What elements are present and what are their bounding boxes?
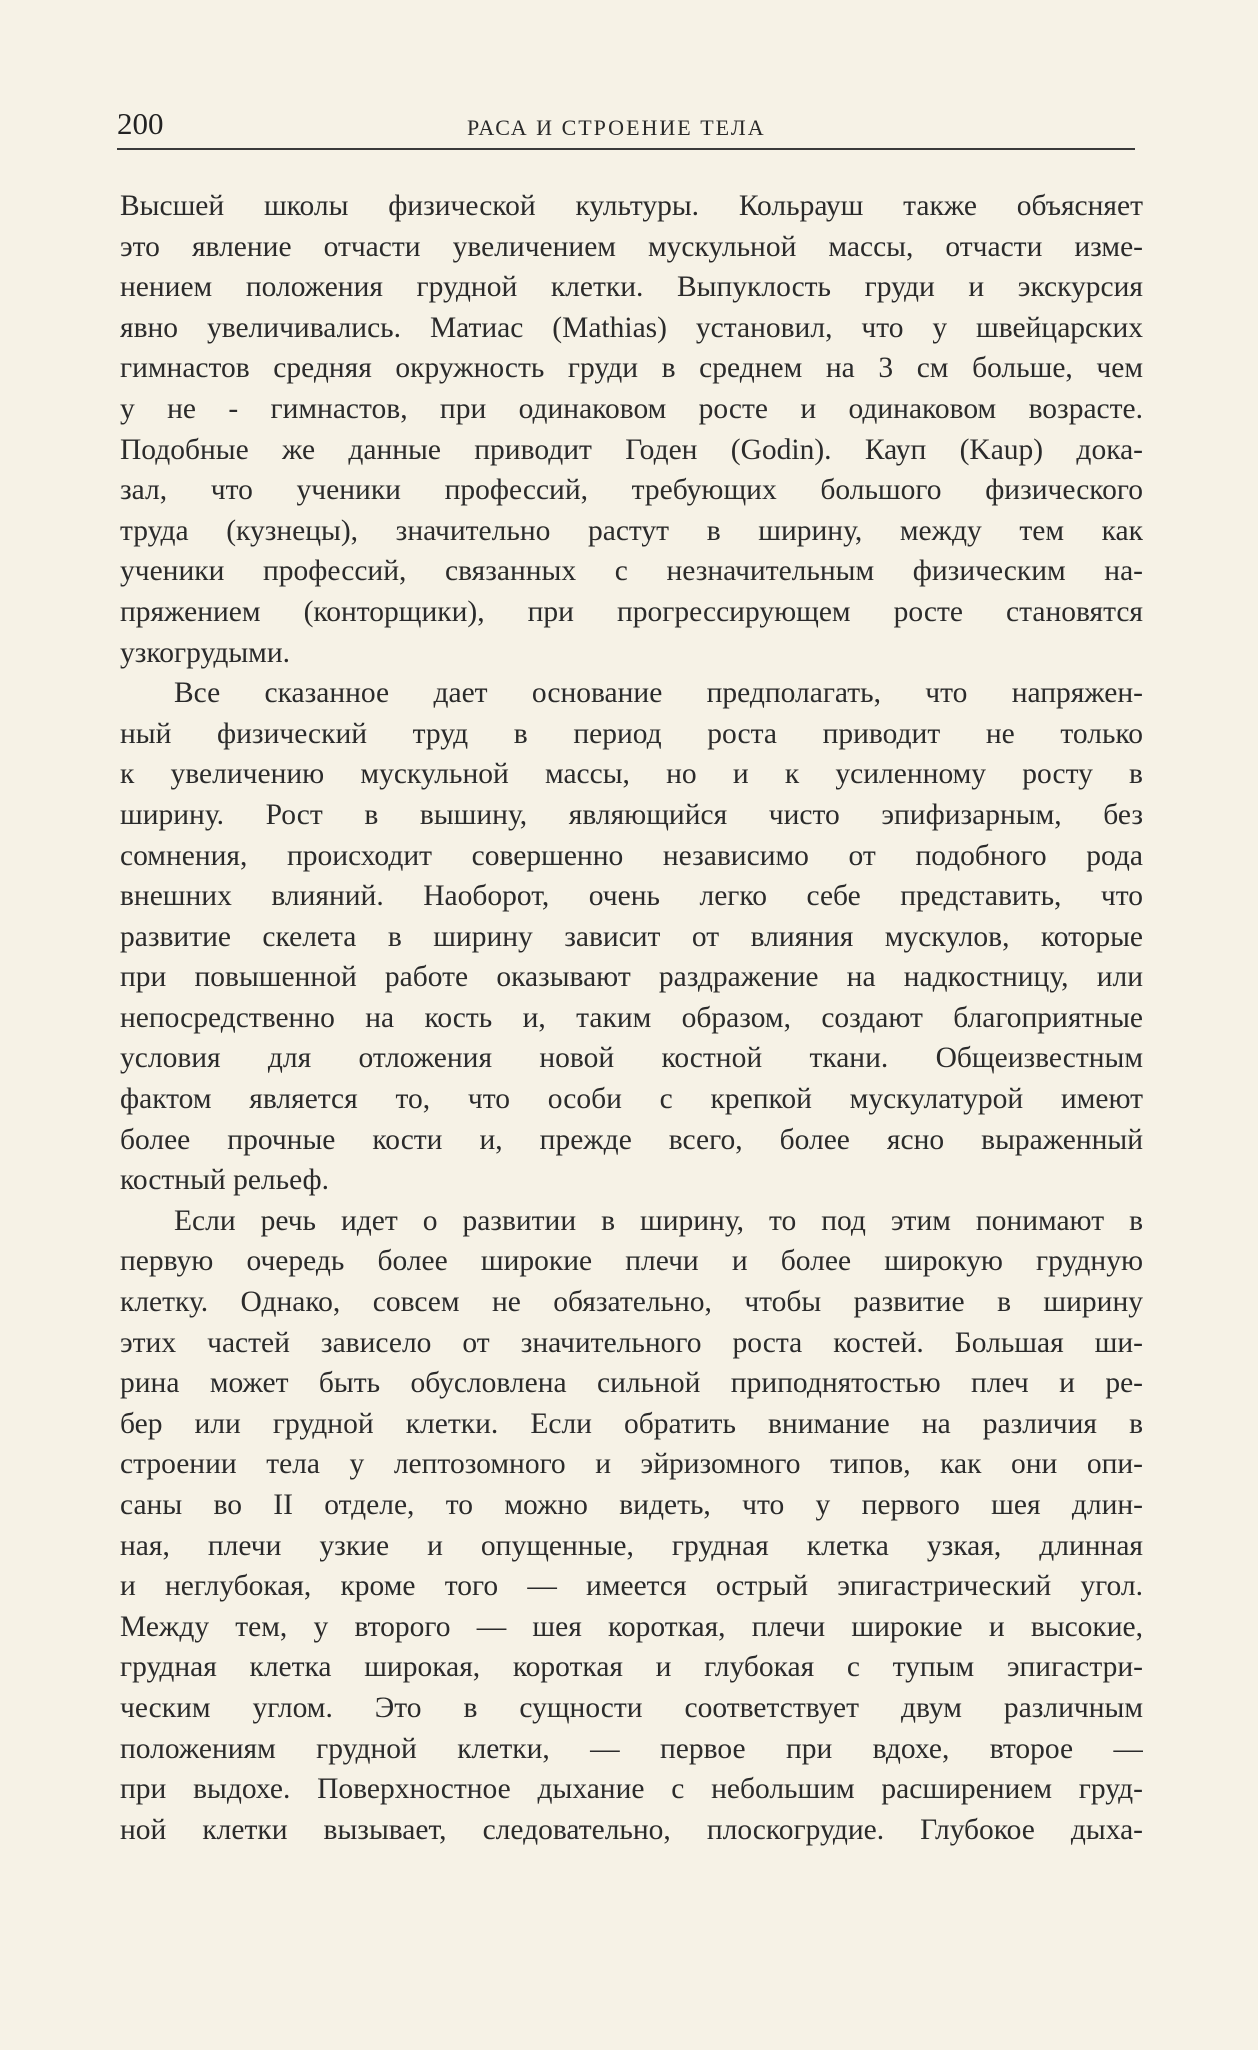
text-line: труда (кузнецы), значительно растут в ширину, между тем как [120,514,1143,547]
text-line: условия для отложения новой костной ткани. Общеизвестным [120,1042,1143,1075]
text-line: саны во II отделе, то можно видеть, что у первого шея длин- [120,1489,1143,1521]
text-line: у не - гимнастов, при одинаковом росте и одинаковом возрасте. [120,392,1143,425]
text-line: развитие скелета в ширину зависит от влияния мускулов, которые [120,920,1143,953]
text-line: бер или грудной клетки. Если обратить внимание на различия в [120,1407,1143,1440]
text-line: пряжением (конторщики), при прогрессирующем росте становятся [120,595,1143,628]
text-line: Высшей школы физической культуры. Кольрауш также объясняет [120,190,1143,222]
text-line: при выдохе. Поверхностное дыхание с небольшим расширением груд- [120,1773,1143,1806]
paragraph-1 [120,186,1143,673]
text-line: Между тем, у второго — шея короткая, плечи широкие и высокие, [120,1610,1143,1643]
text-line: костный рельеф. [120,1164,330,1197]
text-line: строении тела у лептозомного и эйризомного типов, как они опи- [120,1448,1143,1481]
text-line: Все сказанное дает основание предполагать, что напряжен- [174,677,1143,710]
text-line: Подобные же данные приводит Годен (Godin). Кауп (Kaup) дока- [120,433,1143,466]
running-title: РАСА И СТРОЕНИЕ ТЕЛА [467,115,766,140]
text-line: узкогрудыми. [120,636,290,669]
text-line: внешних влияний. Наоборот, очень легко себе представить, что [120,880,1143,913]
text-line: зал, что ученики профессий, требующих большого физического [120,474,1143,507]
text-line: ной клетки вызывает, следовательно, плоскогрудие. Глубокое дыха- [120,1813,1143,1846]
text-line: ный физический труд в период роста приводит не только [120,717,1143,750]
text-line: грудная клетка широкая, короткая и глубокая с тупым эпигастри- [120,1651,1143,1684]
text-line: Если речь идет о развитии в ширину, то под этим понимают в [174,1204,1143,1237]
text-line: ная, плечи узкие и опущенные, грудная клетка узкая, длинная [120,1529,1143,1562]
text-line: гимнастов средняя окружность груди в среднем на 3 см больше, чем [120,352,1143,385]
paragraph-3 [120,1201,1143,1851]
text-line: при повышенной работе оказывают раздражение на надкостницу, или [120,961,1143,994]
body-text [120,186,1143,1850]
text-line: этих частей зависело от значительного роста костей. Большая ши- [120,1326,1143,1359]
paragraph-2 [120,673,1143,1201]
text-line: ученики профессий, связанных с незначительным физическим на- [120,555,1143,588]
text-line: ческим углом. Это в сущности соответствует двум различным [120,1691,1143,1724]
text-line: ширину. Рост в вышину, являющийся чисто эпифизарным, без [120,798,1143,831]
page-number: 200 [117,106,164,141]
text-line: более прочные кости и, прежде всего, более ясно выраженный [120,1123,1143,1156]
text-line: положениям грудной клетки, — первое при вдохе, второе — [120,1732,1143,1765]
text-line: к увеличению мускульной массы, но и к усиленному росту в [120,758,1143,791]
text-line: фактом является то, что особи с крепкой мускулатурой имеют [120,1083,1143,1116]
text-line: явно увеличивались. Матиас (Mathias) установил, что у швейцарских [120,311,1143,344]
text-line: клетку. Однако, совсем не обязательно, чтобы развитие в ширину [120,1286,1143,1319]
text-line: первую очередь более широкие плечи и более широкую грудную [120,1245,1143,1278]
text-line: нением положения грудной клетки. Выпуклость груди и экскурсия [120,271,1143,304]
page-header [117,104,1135,150]
text-line: непосредственно на кость и, таким образом, создают благоприятные [120,1001,1143,1034]
text-line: сомнения, происходит совершенно независимо от подобного рода [120,839,1143,872]
text-line: рина может быть обусловлена сильной приподнятостью плеч и ре- [120,1367,1143,1400]
text-line: это явление отчасти увеличением мускульной массы, отчасти изме- [120,230,1143,263]
text-line: и неглубокая, кроме того — имеется острый эпигастрический угол. [120,1570,1143,1603]
